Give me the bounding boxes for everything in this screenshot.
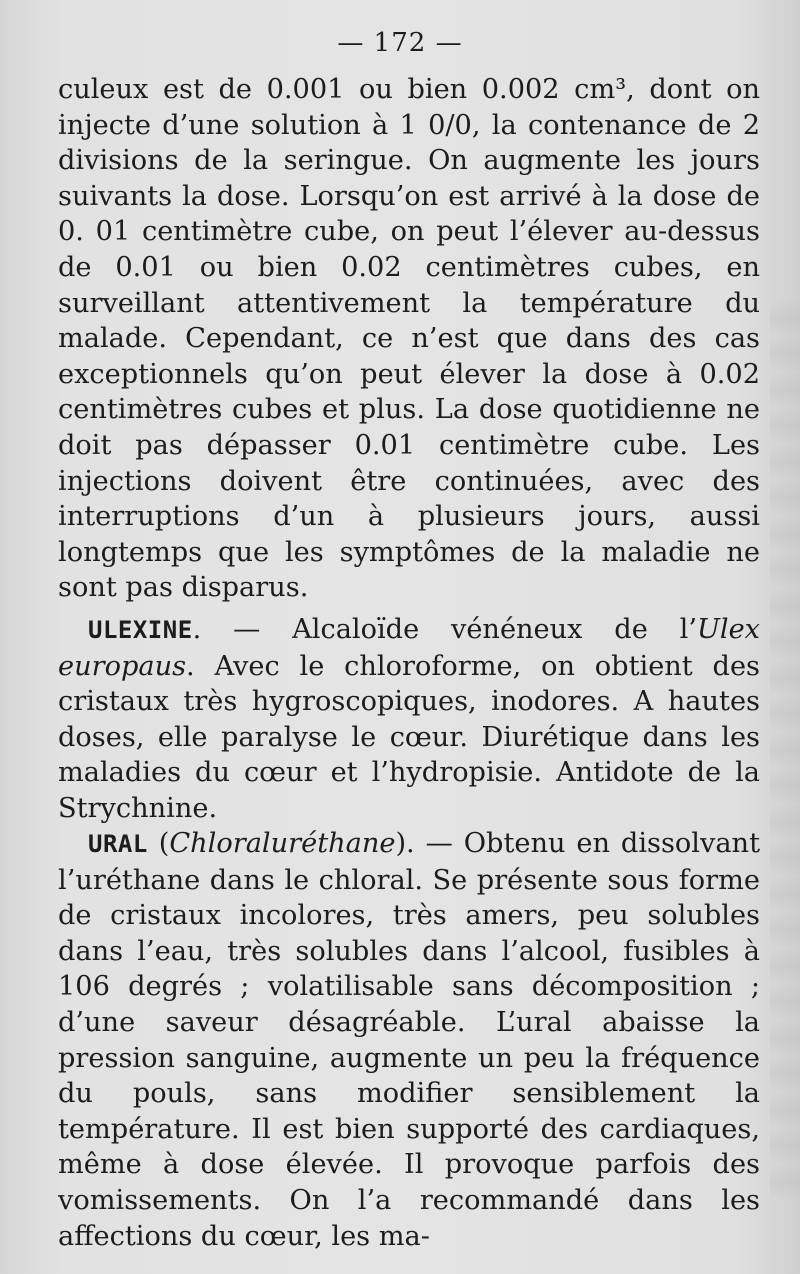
- entry-open-paren: (: [147, 828, 170, 859]
- entry-text-before: Alcaloïde vénéneux de l’: [292, 614, 697, 645]
- page-number: — 172 —: [337, 28, 463, 58]
- entry-headword: ULEXINE: [88, 616, 193, 644]
- entry-italic-term: Ulex europaus: [58, 614, 760, 682]
- entry-text-after: Obtenu en dissolvant l’uréthane dans le chloral. Se présente sous forme de cristaux incolores, très amers, peu solubles dans l’eau, très solubles dans l’alcool, fusibles à 106 degrés ; volatilisable sans décomposition ; d’une saveur désagréable. L’ural abaisse la pression sanguine, augmente un peu la fréquence du pouls, sans modifier sensiblement la température. Il est bien supporté des cardiaques, même à dose élevée. Il provoque parfois des vomissements. On l’a recommandé dans les affections du cœur, les ma-: [58, 828, 760, 1252]
- entry-headword: URAL: [88, 830, 148, 858]
- paragraph-text: culeux est de 0.001 ou bien 0.002 cm³, dont on injecte d’une solution à 1 0/0, la contenance de 2 divisions de la seringue. On augmente les jours suivants la dose. Lorsqu’on est arrivé à la dose de 0. 01 centimètre cube, on peut l’élever au-dessus de 0.01 ou bien 0.02 centimètres cubes, en surveillant attentivement la température du malade. Cependant, ce n’est que dans des cas exceptionnels qu’on peut élever la dose à 0.02 centimètres cubes et plus. La dose quotidienne ne doit pas dépasser 0.01 centimètre cube. Les injections doivent être continuées, avec des interruptions d’un à plusieurs jours, aussi longtemps que les symptômes de la maladie ne sont pas disparus.: [58, 74, 760, 604]
- entry-close-paren: ). —: [395, 828, 464, 859]
- entry-separator: . —: [192, 614, 293, 645]
- entry-paragraph: [58, 826, 760, 1254]
- page-edge-shadow: [770, 300, 800, 1200]
- entry-paragraph: [58, 612, 760, 827]
- entry-text-after: . Avec le chloroforme, on obtient des cristaux très hygroscopiques, inodores. A hautes doses, elle paralyse le cœur. Diurétique dans les maladies du cœur et l’hydropisie. Antidote de la Strychnine.: [58, 650, 760, 824]
- entry-ural: [58, 826, 760, 1254]
- entry-ulexine: [58, 612, 760, 827]
- continued-paragraph: [58, 72, 760, 606]
- entry-italic-term: Chloraluréthane: [169, 828, 396, 859]
